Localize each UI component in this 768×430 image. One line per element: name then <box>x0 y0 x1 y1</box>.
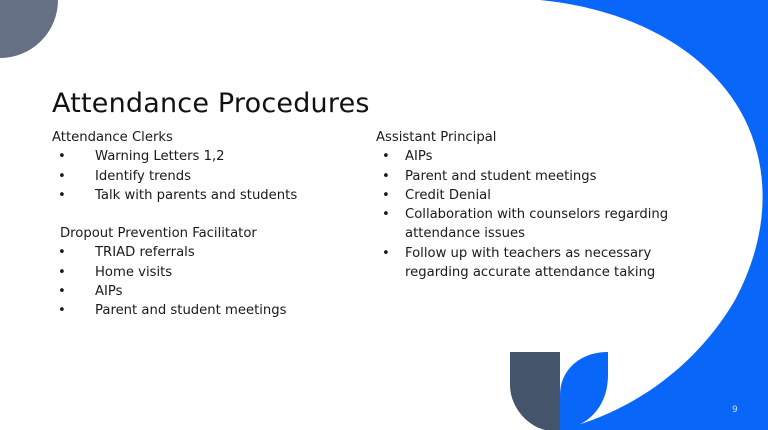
list-item: • Follow up with teachers as necessary regarding accurate attendance taking <box>382 245 656 281</box>
bullet-icon: • <box>58 245 66 261</box>
bullet-icon: • <box>58 303 66 319</box>
list-item: • Home visits <box>52 263 352 282</box>
list-item: • Parent and student meetings <box>376 167 696 186</box>
leaf-dark-shape <box>510 352 560 430</box>
bullet-icon: • <box>58 149 66 165</box>
bullet-icon: • <box>382 168 390 184</box>
slide-title: Attendance Procedures <box>52 88 370 120</box>
bullet-icon: • <box>58 284 66 300</box>
list-item: • Credit Denial <box>376 186 696 205</box>
bullet-icon: • <box>382 149 390 165</box>
attendance-clerks-list <box>52 147 352 205</box>
bullet-icon: • <box>382 187 390 203</box>
list-item: • Parent and student meetings <box>52 301 352 320</box>
section-heading-assistant-principal: Assistant Principal <box>376 130 497 145</box>
list-item: • TRIAD referrals <box>52 243 352 262</box>
right-column <box>376 128 696 282</box>
list-item: • Talk with parents and students <box>52 186 352 205</box>
list-item: • Collaboration with counselors regarding attendance issues <box>382 207 669 242</box>
bullet-icon: • <box>58 187 66 203</box>
bullet-icon: • <box>58 264 66 280</box>
assistant-principal-list <box>376 147 696 282</box>
list-item: • Warning Letters 1,2 <box>52 147 352 166</box>
left-column <box>52 128 352 321</box>
page-number: 9 <box>732 405 738 415</box>
list-item: • AIPs <box>376 147 696 166</box>
list-item: • Identify trends <box>52 167 352 186</box>
section-heading-dropout-prevention: Dropout Prevention Facilitator <box>60 226 257 242</box>
list-item: • AIPs <box>52 282 352 301</box>
bullet-icon: • <box>382 245 390 261</box>
section-heading-attendance-clerks: Attendance Clerks <box>52 130 173 145</box>
bullet-icon: • <box>382 207 390 223</box>
bullet-icon: • <box>58 168 66 184</box>
dropout-prevention-list <box>52 243 352 320</box>
